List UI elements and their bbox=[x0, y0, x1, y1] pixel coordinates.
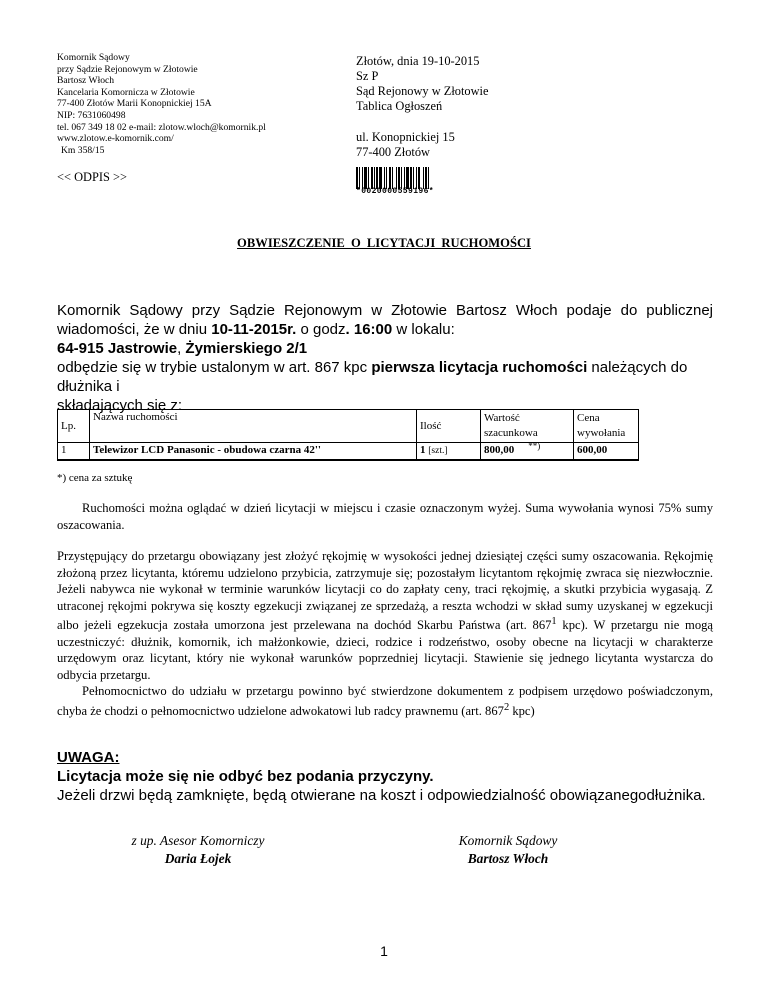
intro-paragraph bbox=[57, 301, 713, 415]
items-table bbox=[57, 409, 639, 461]
intro-text: wiadomości, że w dniu bbox=[57, 321, 212, 338]
cell-name: Telewizor LCD Panasonic - obudowa czarna 42'' bbox=[90, 443, 417, 461]
document-date: Złotów, dnia 19-10-2015 bbox=[356, 54, 480, 68]
header-value: Wartość szacunkowa bbox=[481, 410, 574, 443]
qty-value: 1 bbox=[420, 444, 426, 456]
header-name: Nazwa ruchomości bbox=[90, 410, 417, 443]
signature-title: Komornik Sądowy bbox=[458, 833, 558, 848]
location-city: 64-915 Jastrowie bbox=[57, 340, 178, 357]
intro-line bbox=[57, 358, 713, 396]
sender-address-block bbox=[57, 52, 266, 156]
value-amount: 800,00 bbox=[484, 444, 515, 456]
paragraph-segment: kpc). W przetargu nie mogą uczestniczyć: dłużnik, komornik, ich małżonkowie, dzieci, rodzice i rodzeństwo, osoby obecne na licytacji w charakterze urzędowym oraz licytant, który nie wykonał warunków poprzedniej licytacji. Stawienie się jednego licytanta wystarcza do odbycia przetargu. bbox=[57, 618, 714, 682]
location-street: Żymierskiego 2/1 bbox=[185, 340, 308, 357]
auction-location bbox=[57, 339, 713, 358]
sender-line: przy Sądzie Rejonowym w Złotowie bbox=[57, 63, 198, 75]
signature-name: Bartosz Włoch bbox=[467, 851, 549, 866]
intro-text: odbędzie się w trybie ustalonym w art. 867 kpc bbox=[57, 359, 372, 376]
recipient-city: 77-400 Złotów bbox=[356, 145, 430, 159]
sender-line: Kancelaria Komornicza w Złotowie bbox=[57, 86, 195, 98]
paragraph-segment: Przystępujący do przetargu obowiązany jest złożyć rękojmię w wysokości jednej dziesiątej części sumy oszacowania. Rękojmię złożoną przez licytanta, któremu udzielono przybicia, zatrzymuje się; pozostałym licytantom rękojmię zwraca się niezwłocznie. Jeżeli nabywca nie wykonał w terminie warunków licytacji co do zapłaty ceny, traci rękojmię, a skutki przybicia wygasają. Z utraconej rękojmi pokrywa się koszty egzekucji związanej ze sprzedażą, a reszta wchodzi w skład sumy uzyskanej w egzekucji albo jeżeli egzekucja została umorzona jest przelewana na dochód Skarbu Państwa (art. 867 bbox=[57, 549, 713, 633]
value-footnote-mark: **) bbox=[528, 441, 541, 451]
footnote: *) cena za sztukę bbox=[57, 472, 133, 484]
recipient-line: Sąd Rejonowy w Złotowie bbox=[356, 84, 489, 98]
header-lp: Lp. bbox=[58, 410, 90, 443]
signature-name: Daria Łojek bbox=[164, 851, 232, 866]
intro-text: należących do dłużnika i bbox=[57, 359, 688, 395]
intro-dot: . bbox=[345, 321, 350, 338]
sender-line: Bartosz Włoch bbox=[57, 75, 115, 87]
barcode-number: *0020000559196* bbox=[356, 187, 435, 196]
location-comma: , bbox=[177, 340, 186, 357]
paragraph-text: Ruchomości można oglądać w dzień licytacji w miejscu i czasie oznaczonym wyżej. Suma wywołania wynosi 75% sumy oszacowania. bbox=[57, 501, 713, 532]
paragraph-text bbox=[57, 683, 713, 719]
notice-block bbox=[57, 748, 737, 805]
header-qty: Ilość bbox=[417, 410, 481, 443]
header-price: Cena wywołania bbox=[574, 410, 639, 443]
case-number: Km 358/15 bbox=[61, 144, 105, 156]
deposit-paragraph bbox=[57, 548, 713, 719]
barcode bbox=[356, 167, 469, 189]
table-header-row bbox=[58, 410, 639, 443]
cell-value bbox=[481, 443, 574, 461]
signature-left bbox=[98, 832, 298, 868]
cell-lp: 1 bbox=[58, 443, 90, 461]
auction-type: pierwsza licytacja ruchomości bbox=[371, 359, 588, 376]
recipient-street: ul. Konopnickiej 15 bbox=[356, 130, 455, 144]
paragraph-segment: Pełnomocnictwo do udziału w przetargu powinno być stwierdzone dokumentem z podpisem urzędowo poświadczonym, chyba że chodzi o pełnomocnictwo udzielone adwokatowi lub radcy prawnemu (art. 867 bbox=[57, 684, 713, 718]
recipient-line: Tablica Ogłoszeń bbox=[356, 99, 443, 113]
paragraph-text bbox=[57, 548, 713, 683]
copy-label: << ODPIS >> bbox=[57, 170, 127, 184]
page-title: OBWIESZCZENIE O LICYTACJI RUCHOMOŚCI bbox=[237, 236, 531, 250]
table-row bbox=[58, 443, 639, 461]
signature-right bbox=[408, 832, 608, 868]
cell-qty bbox=[417, 443, 481, 461]
intro-line: składających się z: bbox=[57, 397, 183, 414]
superscript: 2 bbox=[503, 701, 510, 713]
notice-heading: UWAGA: bbox=[57, 749, 120, 766]
notice-line: Licytacja może się nie odbyć bez podania przyczyny. bbox=[57, 768, 434, 785]
sender-contact: tel. 067 349 18 02 e-mail: zlotow.wloch@komornik.pl bbox=[57, 121, 266, 133]
paragraph-segment: kpc) bbox=[509, 703, 535, 718]
sender-line: Komornik Sądowy bbox=[57, 52, 130, 63]
auction-time: 16:00 bbox=[349, 321, 393, 338]
notice-line: Jeżeli drzwi będą zamknięte, będą otwierane na koszt i odpowiedzialność obowiązanegodłużnika. bbox=[57, 787, 706, 804]
cell-price: 600,00 bbox=[574, 443, 639, 461]
auction-date: 10-11-2015r. bbox=[211, 321, 297, 338]
superscript: 1 bbox=[551, 616, 557, 627]
sender-line: 77-400 Złotów Marii Konopnickiej 15A bbox=[57, 98, 212, 110]
page-number: 1 bbox=[380, 943, 388, 959]
intro-line: Komornik Sądowy przy Sądzie Rejonowym w Złotowie Bartosz Włoch podaje do publicznej bbox=[57, 302, 713, 319]
sender-nip: NIP: 7631060498 bbox=[57, 109, 126, 121]
qty-unit: [szt.] bbox=[428, 446, 448, 456]
intro-text: o godz bbox=[296, 321, 346, 338]
signature-title: z up. Asesor Komorniczy bbox=[131, 833, 265, 848]
intro-line bbox=[57, 320, 713, 339]
intro-text: w lokalu: bbox=[392, 321, 455, 338]
recipient-line: Sz P bbox=[356, 69, 379, 83]
viewing-paragraph bbox=[57, 500, 713, 533]
sender-website: www.zlotow.e-komornik.com/ bbox=[57, 133, 174, 145]
recipient-block bbox=[356, 54, 489, 160]
